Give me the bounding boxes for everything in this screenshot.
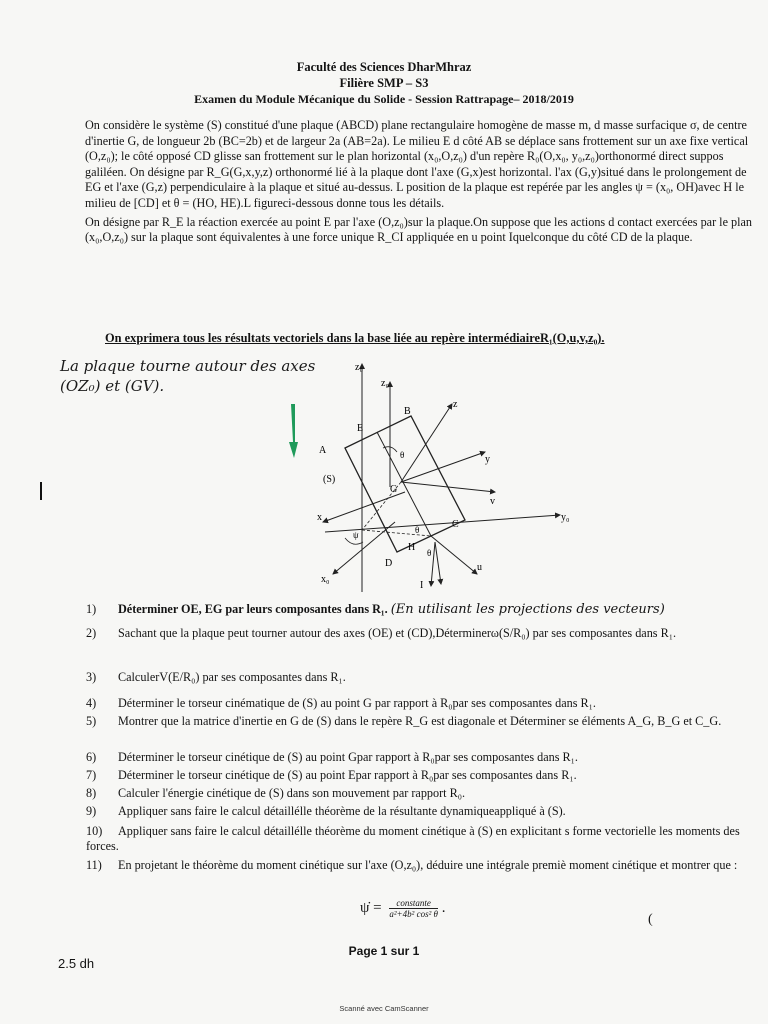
question-5	[86, 714, 756, 729]
diagram-label: I	[420, 580, 424, 591]
green-pen-mark	[283, 402, 303, 462]
question-number: 7)	[86, 768, 97, 782]
formula-numerator: constante	[389, 898, 438, 909]
diagram-label: y	[485, 454, 490, 465]
formula-lhs: ψ̇ =	[360, 899, 382, 916]
diagram-label: z	[453, 399, 458, 410]
diagram-label: θ	[400, 450, 405, 460]
psi-dot-formula	[360, 898, 445, 919]
question-8	[86, 786, 756, 801]
diagram-label: v	[490, 496, 495, 507]
diagram-label: θ	[427, 548, 432, 558]
question-number: 5)	[86, 714, 97, 728]
formula-fraction	[389, 898, 438, 919]
question-6	[86, 750, 756, 765]
question-11	[86, 858, 756, 873]
diagram-label: x₀	[321, 574, 330, 585]
faculty-name: Faculté des Sciences DharMhraz	[296, 60, 472, 74]
diagram-label: θ	[415, 525, 420, 535]
question-text: CalculerV(E/R₀) par ses composantes dans R₁.	[118, 670, 346, 684]
diagram-label: H	[408, 542, 416, 553]
instruction-note	[105, 331, 755, 346]
question-number: 1)	[86, 602, 97, 616]
question-10	[86, 824, 756, 854]
diagram-label: x	[317, 512, 322, 523]
question-7	[86, 768, 756, 783]
question-number: 9)	[86, 804, 97, 818]
question-9	[86, 804, 756, 819]
diagram-label: u	[477, 562, 482, 573]
question-number: 2)	[86, 626, 97, 640]
question-number: 10)	[86, 824, 103, 838]
plate-diagram	[305, 352, 605, 602]
y0-axis	[325, 515, 560, 532]
intro-paragraph-1: On considère le système (S) constitué d'une plaque (ABCD) plane rectangulaire homogène de masse m, d masse surfacique σ, de centre d'inertie G, de longueur 2b (BC=2b) et de largeur 2a (AB=2a). Le milieu E d côté AB se déplace sans frottement sur un axe fixe vertical (O,z₀); le côté opposé CD glisse san frottement sur le plan horizontal (x₀,O,z₀) d'un repère R₀(O,x₀, y₀,z₀)orthonormé direct suppos galiléen. On désigne par R_G(G,x,y,z) orthonormé lié à la plaque dont l'axe (G,x)est horizontal. l'ax (G,y)situé dans le prolongement de EG et l'axe (G,z) perpendiculaire à la plaque et situé au-dessus. L position de la plaque est repérée par les angles ψ = (x₀, OH)avec H le milieu de [CD] et θ = (HO, HE).L figureci-dessous donne tous les détails.	[85, 118, 749, 210]
problem-statement	[85, 118, 757, 246]
time-note: 2.5 dh	[58, 956, 95, 971]
formula-end: .	[441, 899, 446, 916]
question-4	[86, 696, 756, 711]
diagram-label: E	[357, 423, 364, 434]
diagram-label: A	[319, 445, 327, 456]
handwritten-note: La plaque tourne autour des axes (OZ₀) et (GV).	[60, 357, 316, 395]
question-number: 3)	[86, 670, 97, 684]
diagram-label: G	[390, 484, 398, 495]
instruction-text: On exprimera tous les résultats vectoriels dans la base liée au repère intermédiaireR₁(O,u,v,z₀).	[105, 331, 605, 345]
u-axis	[431, 536, 477, 574]
intro-paragraph-2: On désigne par R_E la réaction exercée au point E par l'axe (O,z₀)sur la plaque.On suppose que les actions d contact exercées par le plan (x₀,O,z₀) sur la plaque sont équivalentes à une force unique R_CI appliquée en u point Iquelconque du côté CD de la plaque.	[85, 214, 753, 245]
diagram-label: D	[385, 558, 393, 569]
page-number: Page 1 sur 1	[348, 944, 420, 958]
question-2	[86, 626, 756, 641]
diagram-label: y₀	[561, 512, 570, 523]
scanner-watermark: Scanné avec CamScanner	[339, 1004, 429, 1013]
diagram-label: (S)	[323, 474, 336, 485]
question-number: 8)	[86, 786, 97, 800]
diagram-label: B	[404, 406, 411, 417]
formula-denominator: a²+4b² cos² θ	[389, 909, 438, 919]
question-text: Déterminer le torseur cinématique de (S) au point G par rapport à R₀par ses composantes dans R₁.	[118, 696, 596, 710]
question-number: 6)	[86, 750, 97, 764]
question-text: Sachant que la plaque peut tourner autour des axes (OE) et (CD),Déterminerω(S/R₀) par ses composantes dans R₁.	[118, 626, 677, 640]
diagram-label: z₀	[381, 378, 389, 389]
question-text: Déterminer le torseur cinétique de (S) au point Epar rapport à R₀par ses composantes dans R₁.	[118, 768, 577, 782]
diagram-label: z₀	[355, 362, 363, 373]
exam-title: Examen du Module Mécanique du Solide - Session Rattrapage– 2018/2019	[194, 92, 574, 106]
program-name: Filière SMP – S3	[339, 76, 429, 90]
question-number: 11)	[86, 858, 102, 872]
x-axis	[323, 492, 405, 522]
question-number: 4)	[86, 696, 97, 710]
reaction-ri-2	[431, 542, 435, 586]
question-text: Déterminer OE, EG par leurs composantes dans R₁.	[118, 602, 388, 616]
question-text: Calculer l'énergie cinétique de (S) dans son mouvement par rapport R₀.	[118, 786, 466, 800]
margin-mark	[40, 482, 42, 500]
question-handwritten-note: (En utilisant les projections des vecteurs)	[390, 602, 665, 617]
question-text: Déterminer le torseur cinétique de (S) au point Gpar rapport à R₀par ses composantes dans R₁.	[118, 750, 578, 764]
question-3	[86, 670, 756, 685]
v-axis	[401, 482, 495, 492]
question-1	[86, 602, 756, 617]
dashed-line	[362, 530, 431, 536]
question-text: Montrer que la matrice d'inertie en G de (S) dans le repère R_G est diagonale et Déterminer se éléments A_G, B_G et C_G.	[118, 714, 722, 728]
diagram-label: C	[452, 519, 459, 530]
plate-abcd	[345, 416, 465, 552]
margin-tick-mark: (	[648, 912, 653, 927]
question-text: Appliquer sans faire le calcul détaillélle théorème de la résultante dynamiqueappliqué à (S).	[118, 804, 566, 818]
question-text: Appliquer sans faire le calcul détaillélle théorème du moment cinétique à (S) en explicitant s forme vectorielle les moments des forces.	[86, 824, 740, 853]
reaction-ri	[435, 542, 441, 584]
diagram-label: ψ	[353, 530, 359, 540]
question-text: En projetant le théorème du moment cinétique sur l'axe (O,z₀), déduire une intégrale premiè moment cinétique et montrer que :	[118, 858, 738, 872]
